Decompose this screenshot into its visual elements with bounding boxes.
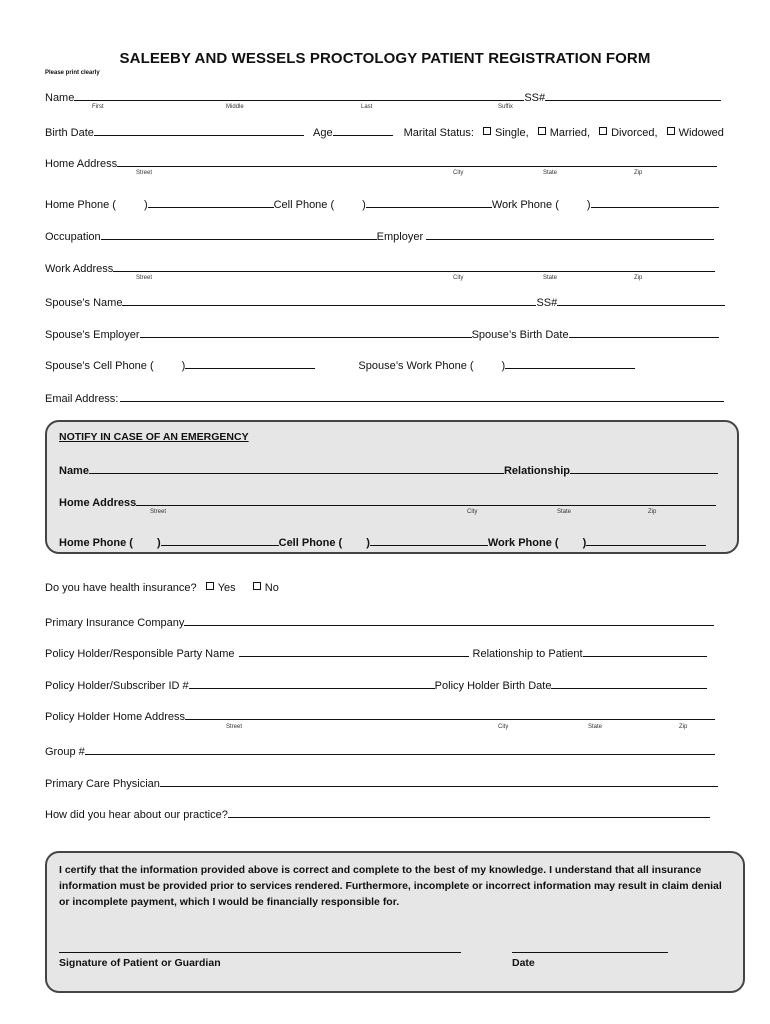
insurance-question: Do you have health insurance? xyxy=(45,582,197,594)
home-address-field[interactable] xyxy=(117,155,717,167)
ss-field[interactable] xyxy=(545,89,721,101)
emergency-cell-paren: ) xyxy=(366,537,370,549)
home-city-sublabel: City xyxy=(453,170,464,176)
form-title: SALEEBY AND WESSELS PROCTOLOGY PATIENT REGISTRATION FORM xyxy=(119,50,651,67)
emergency-heading: NOTIFY IN CASE OF AN EMERGENCY xyxy=(59,431,249,443)
holder-name-label: Policy Holder/Responsible Party Name xyxy=(45,648,235,660)
physician-label: Primary Care Physician xyxy=(45,778,160,790)
emergency-home-phone-label: Home Phone ( xyxy=(59,537,133,549)
insurance-company-label: Primary Insurance Company xyxy=(45,617,185,629)
name-field[interactable] xyxy=(74,89,524,101)
name-row xyxy=(45,89,721,104)
emergency-address-label: Home Address xyxy=(59,497,137,509)
birth-date-label: Birth Date xyxy=(45,127,94,139)
spouse-phones-row xyxy=(45,357,635,372)
emergency-cell-phone-label: Cell Phone ( xyxy=(278,537,343,549)
occupation-field[interactable] xyxy=(101,228,377,240)
work-address-label: Work Address xyxy=(45,263,114,275)
physician-field[interactable] xyxy=(160,775,718,787)
holder-name-row xyxy=(45,645,707,660)
print-clearly-note: Please print clearly xyxy=(45,70,100,76)
insurance-company-field[interactable] xyxy=(184,614,714,626)
subscriber-row xyxy=(45,677,707,692)
holder-city-sublabel: City xyxy=(498,724,509,730)
name-label: Name xyxy=(45,92,75,104)
emergency-work-phone-field[interactable] xyxy=(586,534,706,546)
spouse-work-paren: ) xyxy=(501,360,506,372)
employer-label: Employer xyxy=(376,231,424,243)
home-phone-field[interactable] xyxy=(148,196,274,208)
email-row xyxy=(45,390,724,405)
divorced-label: Divorced, xyxy=(611,127,658,139)
subscriber-field[interactable] xyxy=(189,677,435,689)
last-sublabel: Last xyxy=(361,104,373,110)
certification-text: I certify that the information provided above is correct and complete to the best of my knowledge. I understand that all insurance information must be provided prior to services rendered. Furthermore, incomplete or incorrect information may result in claim denial or incomplete payment, which I would be financially responsible for. xyxy=(59,864,722,908)
cell-phone-label: Cell Phone ( xyxy=(273,199,335,211)
holder-name-field[interactable] xyxy=(239,645,469,657)
signature-label: Signature of Patient or Guardian xyxy=(59,957,221,969)
emergency-street-sublabel: Street xyxy=(150,509,167,515)
home-zip-sublabel: Zip xyxy=(634,170,643,176)
spouse-ss-label: SS# xyxy=(536,297,558,309)
phones-row xyxy=(45,196,719,211)
holder-address-field[interactable] xyxy=(185,708,715,720)
work-phone-field[interactable] xyxy=(591,196,719,208)
spouse-birth-field[interactable] xyxy=(569,326,719,338)
work-address-field[interactable] xyxy=(113,260,715,272)
employer-field[interactable] xyxy=(426,228,714,240)
spouse-name-field[interactable] xyxy=(122,294,536,306)
emergency-home-phone-field[interactable] xyxy=(161,534,279,546)
holder-state-sublabel: State xyxy=(588,724,603,730)
emergency-name-label: Name xyxy=(59,465,89,477)
work-zip-sublabel: Zip xyxy=(634,275,643,281)
middle-sublabel: Middle xyxy=(226,104,244,110)
emergency-address-field[interactable] xyxy=(136,494,716,506)
date-label: Date xyxy=(512,957,535,969)
holder-birth-label: Policy Holder Birth Date xyxy=(434,680,552,692)
emergency-work-phone-label: Work Phone ( xyxy=(487,537,559,549)
spouse-employer-label: Spouse’s Employer xyxy=(45,329,140,341)
single-checkbox[interactable] xyxy=(483,127,491,135)
suffix-sublabel: Suffix xyxy=(498,104,513,110)
work-state-sublabel: State xyxy=(543,275,558,281)
email-label: Email Address: xyxy=(45,393,119,405)
work-address-row xyxy=(45,260,715,275)
widowed-checkbox[interactable] xyxy=(667,127,675,135)
group-field[interactable] xyxy=(85,743,715,755)
emergency-home-paren: ) xyxy=(156,537,161,549)
spouse-name-label: Spouse’s Name xyxy=(45,297,123,309)
emergency-city-sublabel: City xyxy=(467,509,478,515)
age-label: Age xyxy=(312,127,333,139)
emergency-relationship-label: Relationship xyxy=(503,465,570,477)
email-field[interactable] xyxy=(120,390,724,402)
work-street-sublabel: Street xyxy=(136,275,153,281)
insurance-yes-label: Yes xyxy=(217,582,236,594)
hear-field[interactable] xyxy=(228,806,710,818)
marital-status-label: Marital Status: xyxy=(403,127,474,139)
emergency-zip-sublabel: Zip xyxy=(648,509,657,515)
home-address-row xyxy=(45,155,717,170)
spouse-work-label: Spouse’s Work Phone ( xyxy=(358,360,474,372)
widowed-label: Widowed xyxy=(678,127,724,139)
spouse-birth-label: Spouse’s Birth Date xyxy=(471,329,569,341)
emergency-phones-row xyxy=(59,534,706,549)
first-sublabel: First xyxy=(92,104,104,110)
spouse-employer-field[interactable] xyxy=(140,326,472,338)
cell-phone-field[interactable] xyxy=(366,196,492,208)
spouse-cell-field[interactable] xyxy=(185,357,315,369)
group-label: Group # xyxy=(45,746,85,758)
spouse-cell-paren: ) xyxy=(181,360,186,372)
birth-date-field[interactable] xyxy=(94,124,304,136)
emergency-state-sublabel: State xyxy=(557,509,572,515)
insurance-no-label: No xyxy=(264,582,279,594)
holder-zip-sublabel: Zip xyxy=(679,724,688,730)
insurance-no-checkbox[interactable] xyxy=(253,582,261,590)
emergency-relationship-field[interactable] xyxy=(570,462,718,474)
date-line[interactable] xyxy=(512,942,668,953)
birth-row xyxy=(45,124,724,139)
work-city-sublabel: City xyxy=(453,275,464,281)
divorced-checkbox[interactable] xyxy=(599,127,607,135)
hear-row xyxy=(45,806,710,821)
spouse-employer-row xyxy=(45,326,719,341)
spouse-ss-field[interactable] xyxy=(557,294,725,306)
home-address-label: Home Address xyxy=(45,158,118,170)
home-phone-label: Home Phone ( xyxy=(45,199,116,211)
married-label: Married, xyxy=(549,127,591,139)
ss-label: SS# xyxy=(524,92,546,104)
hear-label: How did you hear about our practice? xyxy=(45,809,228,821)
holder-street-sublabel: Street xyxy=(226,724,243,730)
emergency-address-row xyxy=(59,494,716,509)
home-phone-paren: ) xyxy=(143,199,148,211)
work-phone-label: Work Phone ( xyxy=(491,199,559,211)
spouse-name-row xyxy=(45,294,725,309)
married-checkbox[interactable] xyxy=(538,127,546,135)
subscriber-label: Policy Holder/Subscriber ID # xyxy=(45,680,189,692)
physician-row xyxy=(45,775,718,790)
holder-relationship-label: Relationship to Patient xyxy=(472,648,583,660)
insurance-yes-checkbox[interactable] xyxy=(206,582,214,590)
holder-birth-field[interactable] xyxy=(551,677,707,689)
spouse-cell-label: Spouse’s Cell Phone ( xyxy=(45,360,154,372)
spouse-work-field[interactable] xyxy=(505,357,635,369)
insurance-question-row xyxy=(45,582,279,594)
holder-relationship-field[interactable] xyxy=(583,645,707,657)
work-phone-paren: ) xyxy=(586,199,591,211)
signature-line[interactable] xyxy=(59,942,461,953)
group-row xyxy=(45,743,715,758)
age-field[interactable] xyxy=(333,124,393,136)
home-street-sublabel: Street xyxy=(136,170,153,176)
holder-address-label: Policy Holder Home Address xyxy=(45,711,186,723)
holder-address-row xyxy=(45,708,715,723)
occupation-row xyxy=(45,228,714,243)
emergency-work-paren: ) xyxy=(582,537,587,549)
home-state-sublabel: State xyxy=(543,170,558,176)
insurance-company-row xyxy=(45,614,714,629)
occupation-label: Occupation xyxy=(45,231,101,243)
emergency-cell-phone-field[interactable] xyxy=(370,534,488,546)
emergency-name-field[interactable] xyxy=(89,462,504,474)
emergency-name-row xyxy=(59,462,718,477)
cell-phone-paren: ) xyxy=(362,199,366,211)
single-label: Single, xyxy=(495,127,529,139)
